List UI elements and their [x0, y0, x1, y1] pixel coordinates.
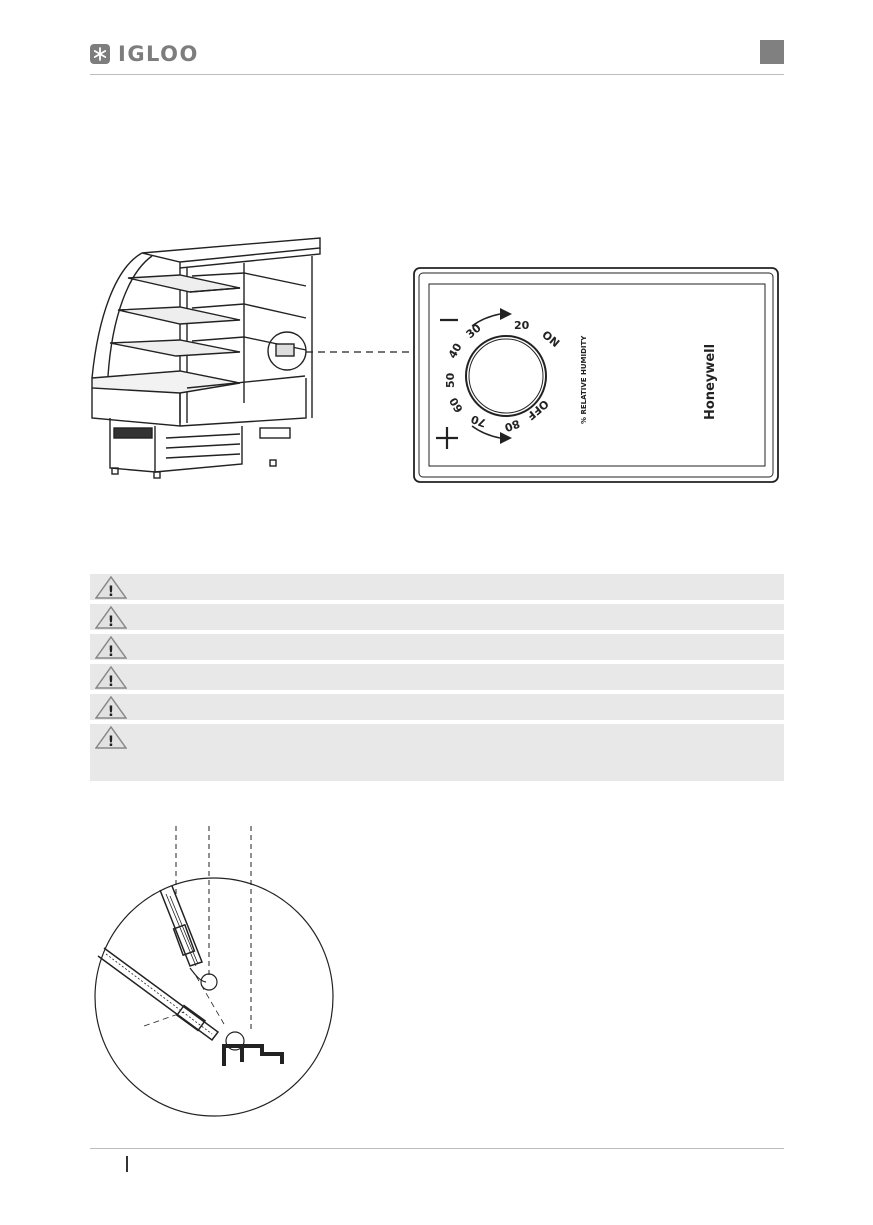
shelf-detail-figure	[92, 826, 337, 1118]
igloo-logo	[90, 40, 199, 68]
footer-divider	[126, 1156, 128, 1172]
warning-icon	[95, 666, 127, 689]
dial-mark-50: 50	[444, 372, 457, 388]
warning-icon	[95, 636, 127, 659]
svg-text:!: !	[107, 584, 115, 599]
warning-row	[90, 664, 784, 690]
warning-row	[90, 604, 784, 630]
dial-mark-30: 30	[463, 321, 484, 342]
warning-row	[90, 634, 784, 660]
honeywell-brand: Honeywell	[703, 343, 718, 420]
warning-row	[90, 694, 784, 720]
svg-text:!: !	[107, 734, 115, 749]
dial-mark-70: 70	[469, 412, 489, 430]
svg-text:!: !	[107, 674, 115, 689]
warning-row	[90, 724, 784, 781]
display-cabinet-drawing	[92, 238, 320, 478]
dial-mark-20: 20	[514, 319, 530, 332]
humidistat-panel	[414, 268, 778, 482]
warning-icon	[95, 726, 127, 749]
page-header	[90, 38, 784, 75]
warning-icon	[95, 606, 127, 629]
page-footer	[90, 1148, 784, 1173]
snowflake-icon	[90, 44, 110, 64]
brand-name: IGLOO	[118, 42, 199, 66]
warning-list	[90, 574, 784, 785]
dial-mark-60: 60	[446, 395, 466, 415]
warning-row	[90, 574, 784, 600]
humidity-caption: % RELATIVE HUMIDITY	[580, 335, 588, 424]
dial-mark-40: 40	[445, 340, 465, 361]
warning-icon	[95, 576, 127, 599]
svg-text:!: !	[107, 644, 115, 659]
svg-text:!: !	[107, 614, 115, 629]
dial-mark-80: 80	[502, 416, 522, 435]
warning-icon	[95, 696, 127, 719]
dial-off-label: OFF	[524, 396, 552, 423]
dial-on-label: ON	[539, 328, 562, 351]
section-marker	[760, 40, 784, 64]
svg-text:!: !	[107, 704, 115, 719]
cabinet-humidistat-figure	[80, 228, 785, 490]
